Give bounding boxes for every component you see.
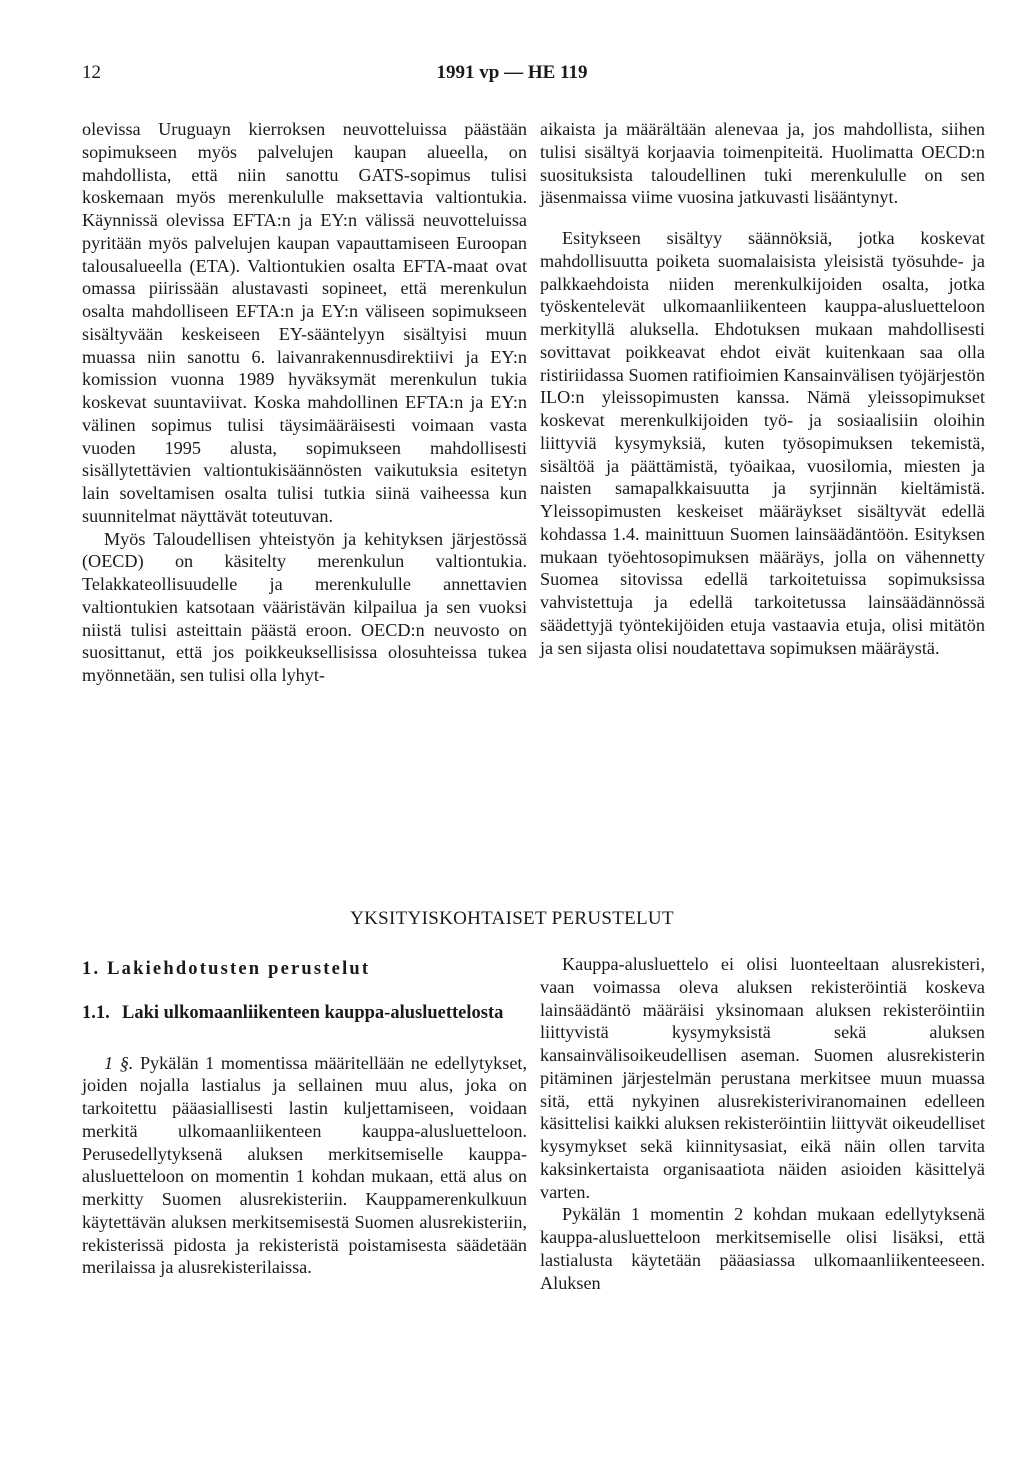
heading-level-2	[82, 1002, 527, 1025]
paragraph: Esitykseen sisältyy säännöksiä, jotka koskevat mahdollisuutta poiketa suomalaisista yleisistä työsuhde- ja palkkaehdoista niiden merenkulkijoiden osalta, jotka työskentelevät ulkomaanliikenteen kauppa-alusluetteloon merkityllä aluksella. Ehdotuksen mukaan mahdollisesti sovittavat poikkeavat ehdot eivät kuitenkaan saa olla ristiriidassa Suomen ratifioimien Kansainvälisen työjärjestön ILO:n yleissopimusten kanssa. Nämä yleissopimukset koskevat merenkulkijoiden työ- ja sosiaalisiin oloihin liittyviä kysymyksiä, kuten työsopimuksen tekemistä, sisältöä ja päättämistä, työaikaa, vuosilomia, miesten ja naisten samapalkkaisuutta ja syrjinnän kieltämistä. Yleissopimusten keskeiset määräykset sisältyvät edellä kohdassa 1.4. mainittuun Suomen lainsäädäntöön. Esityksen mukaan työehtosopimuksen määräys, jolla on vähennetty Suomea sitovissa edellä tarkoitetuissa sopimuksissa vahvistettuja ja edellä tarkoitetussa lainsäädännössä säädettyjä työntekijöiden etuja vastaavia etuja, olisi mitätön ja sen sijasta olisi noudatettava sopimuksen määräystä.	[540, 228, 985, 658]
right-column-bottom	[540, 953, 985, 1294]
heading-text: Laki ulkomaanliikenteen kauppa-alusluettelosta	[122, 1002, 504, 1023]
section-title: YKSITYISKOHTAISET PERUSTELUT	[350, 908, 674, 929]
paragraph	[82, 1052, 527, 1280]
paragraph-text: Pykälän 1 momentissa määritellään ne edellytykset, joiden nojalla lastialus ja sellainen muu alus, joka on tarkoitettu pääasiallisesti lastin kuljettamiseen, voidaan merkitä ulkomaanliikenteen kauppa-alusluetteloon. Perusedellytyksenä aluksen merkitsemiselle kauppa-alusluetteloon on momentin 1 kohdan mukaan, että alus on merkitty Suomen alusrekisteriin. Kauppamerenkulkuun käytettävän aluksen merkitsemisestä Suomen alusrekisteriin, rekisterissä pidosta ja rekisteristä poistamisesta säädetään merilaissa ja alusrekisterilaissa.	[82, 1052, 528, 1278]
right-column-top	[540, 118, 985, 659]
left-column-top	[82, 118, 527, 687]
paragraph: olevissa Uruguayn kierroksen neuvotteluissa päästään sopimukseen myös palvelujen kaupan alueella, on mahdollista, että niin sanottu GATS-sopimus tulisi koskemaan myös merenkululle maksettavia valtiontukia. Käynnissä olevissa EFTA:n ja EY:n välissä neuvotteluissa pyritään myös palvelujen kaupan vapauttamiseen Euroopan talousalueella (ETA). Valtiontukien osalta EFTA-maat ovat omassa piirissään alustavasti sopineet, että merenkulun osalta mahdolliseen EFTA:n ja EY:n väliseen sopimukseen sisältyvään keskeiseen EY-sääntelyyn sisältyisi muun muassa niin sanottu 6. laivanrakennusdirektiivi ja EY:n komission vuonna 1989 hyväksymät merenkulun tukia koskevat suuntaviivat. Koska mahdollinen EFTA:n ja EY:n välinen sopimus tulisi täysimääräisesti voimaan vasta vuoden 1995 alusta, sopimukseen mahdollisesti sisällytettävien valtiontukisäännösten vaikutuksia esitetyn lain soveltamisen osalta tulisi tutkia siinä vaiheessa kun suunnitelmat näyttävät toteutuvan.	[82, 119, 527, 526]
running-header: 1991 vp — HE 119	[436, 62, 588, 83]
section-mark: 1 §.	[104, 1052, 134, 1073]
heading-level-1: 1. Lakiehdotusten perustelut	[82, 959, 371, 979]
page-number: 12	[82, 62, 101, 83]
paragraph: Myös Taloudellisen yhteistyön ja kehityksen järjestössä (OECD) on käsitelty merenkulun valtiontukia. Telakkateollisuudelle ja merenkululle annettavien valtiontukien katsotaan vääristävän kilpailua ja sen vuoksi niistä tulisi asteittain päästä eroon. OECD:n neuvosto on suosittanut, että jos poikkeuksellisissa olosuhteissa tukea myönnetään, sen tulisi olla lyhyt-	[82, 528, 527, 685]
heading-number: 1.1.	[82, 1002, 110, 1023]
left-column-bottom	[82, 958, 527, 1279]
paragraph: aikaista ja määrältään alenevaa ja, jos mahdollista, siihen tulisi sisältyä korjaavia toimenpiteitä. Huolimatta OECD:n suosituksista taloudellinen tuki merenkululle on sen jäsenmaissa viime vuosina jatkuvasti lisääntynyt.	[540, 119, 985, 208]
paragraph: Kauppa-alusluettelo ei olisi luonteeltaan alusrekisteri, vaan voimassa oleva aluksen rekisteröintiä koskeva lainsäädäntö määräisi yksinomaan aluksen rekisteröintiin liittyvistä kysymyksistä sekä aluksen kansainvälisoikeudellisen aseman. Suomen alusrekisterin pitäminen järjestelmän perustana merkitsee muun muassa sitä, että nykyinen alusrekisteriviranomainen edelleen käsittelisi kaikki aluksen rekisteröintiin liittyvät oikeudelliset kysymykset sekä kiinnitysasiat, eikä näin ollen tarvita kaksinkertaista organisaatiota näiden asioiden käsittelyä varten.	[540, 954, 986, 1202]
paragraph: Pykälän 1 momentin 2 kohdan mukaan edellytyksenä kauppa-alusluetteloon merkitsemiselle olisi lisäksi, että lastialusta käytetään pääasiassa ulkomaanliikenteeseen. Aluksen	[540, 1204, 985, 1293]
